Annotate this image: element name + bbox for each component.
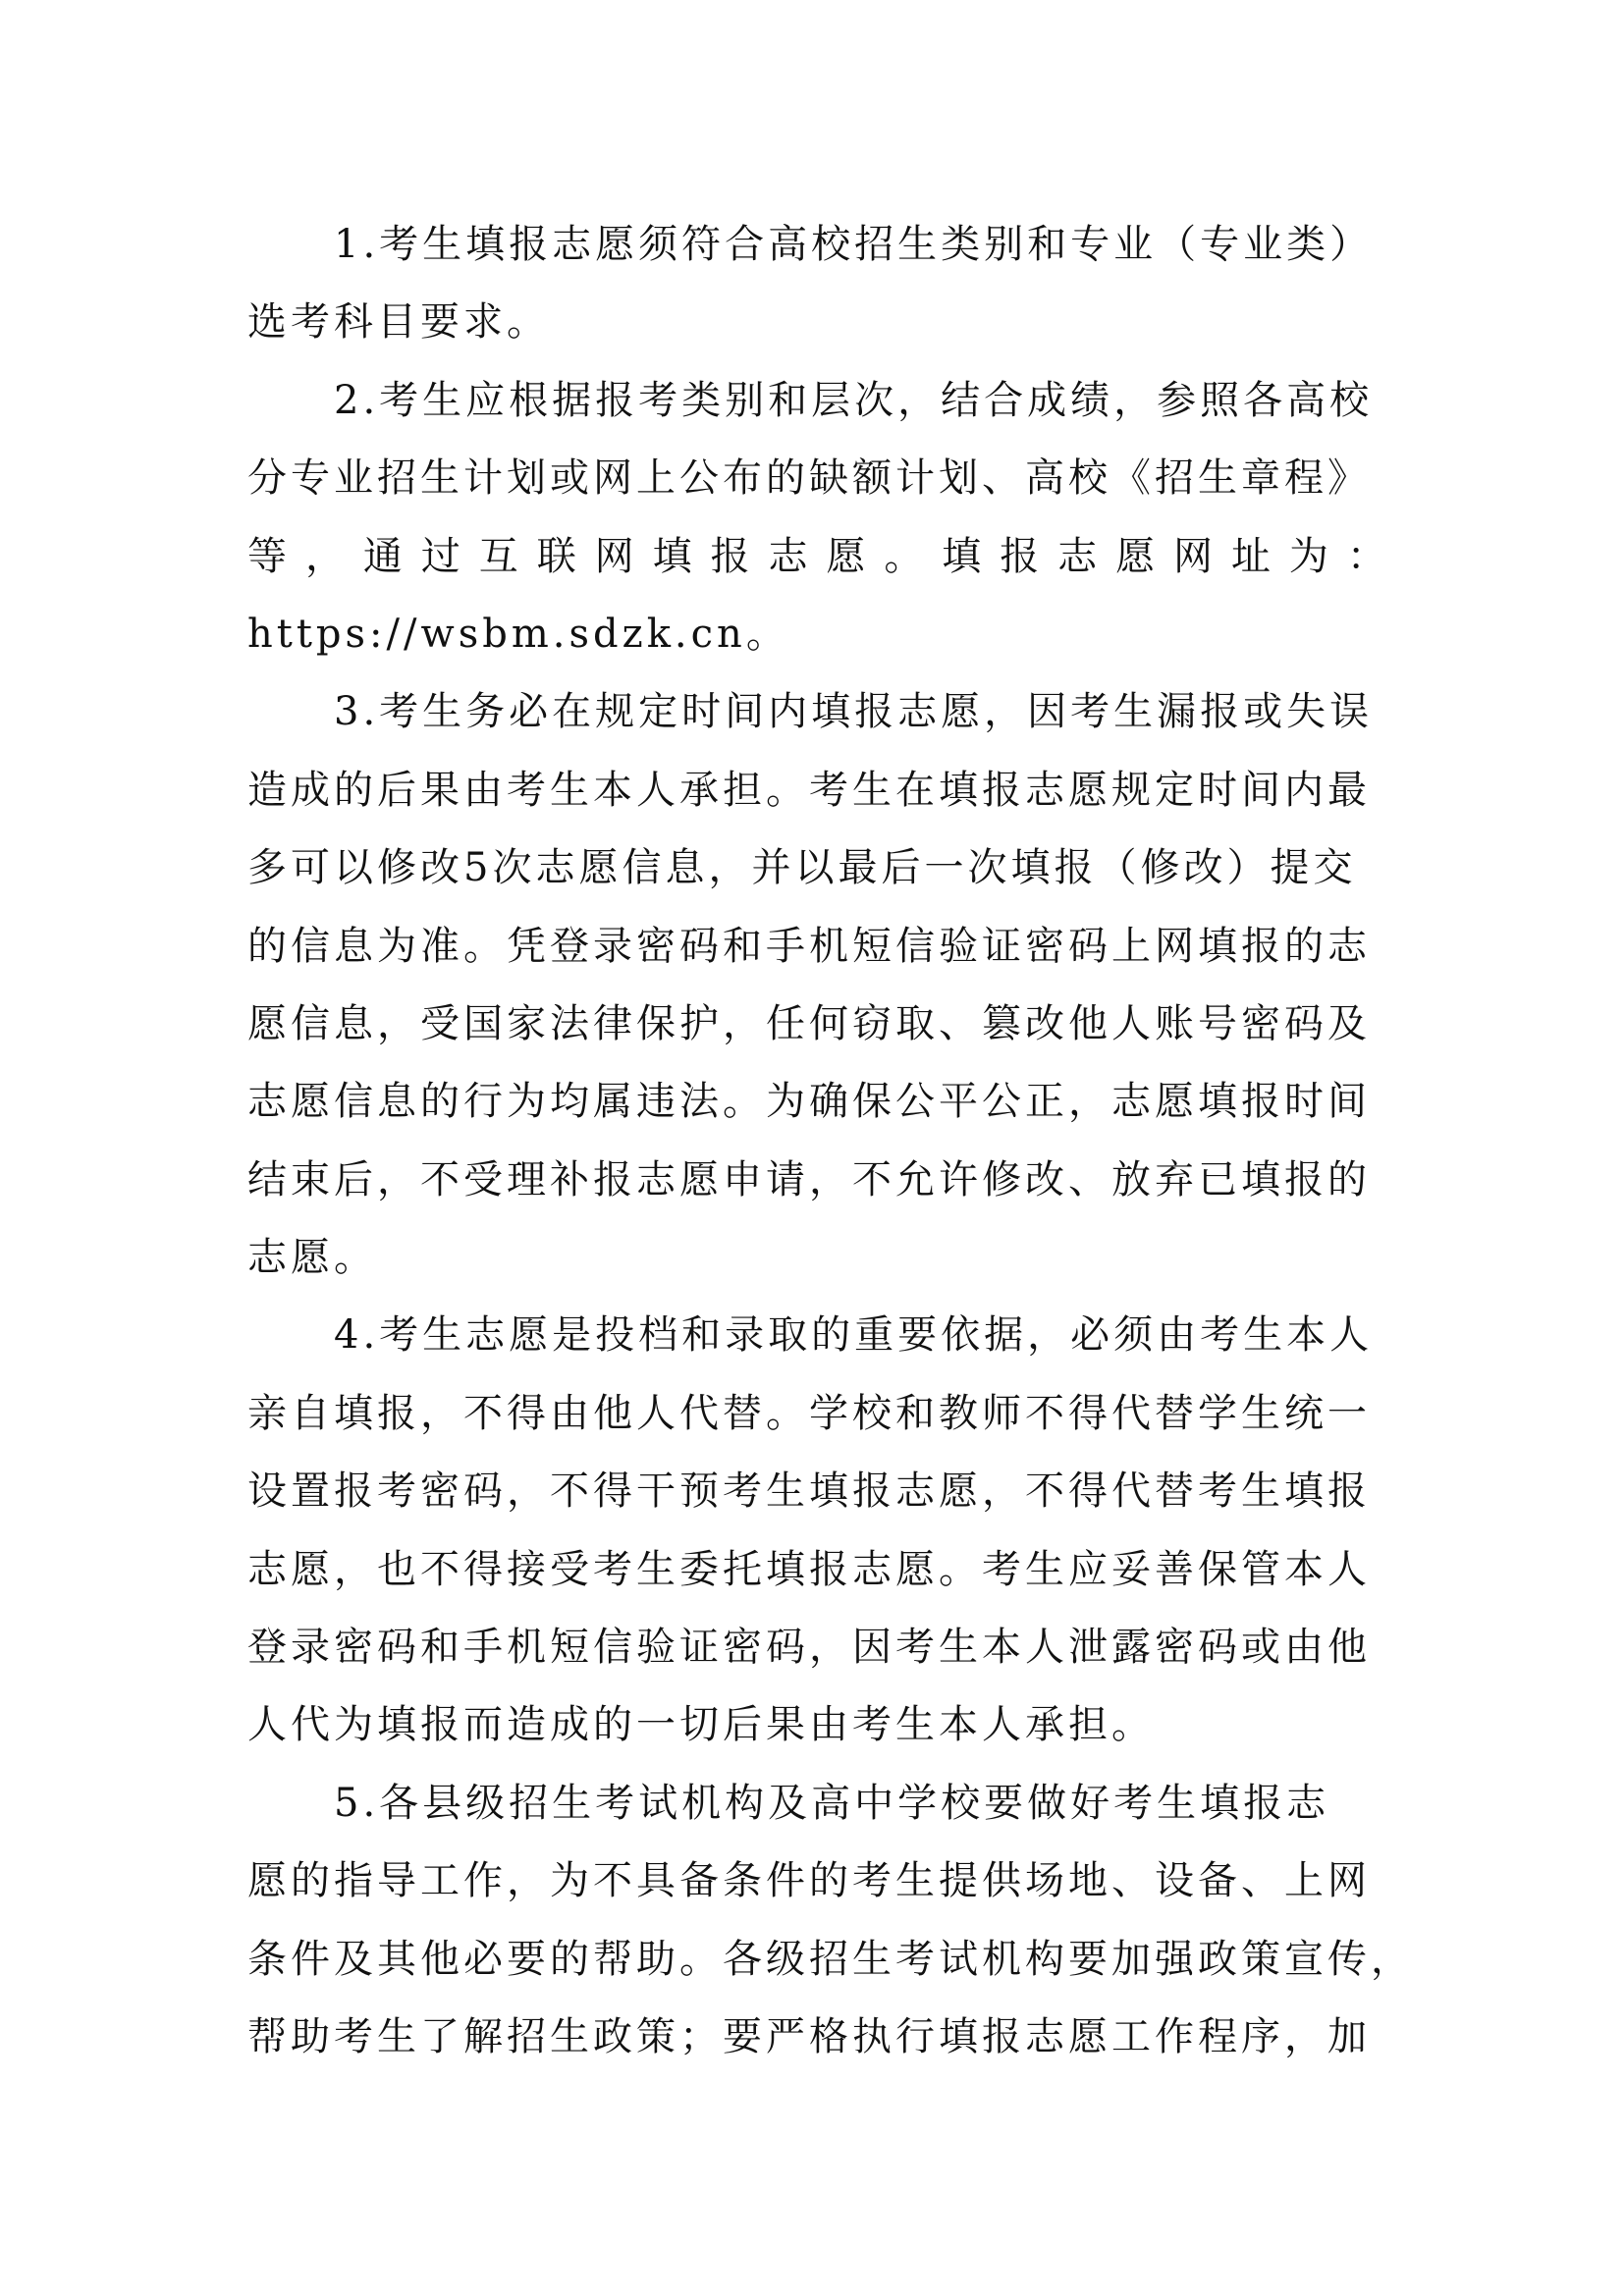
paragraph-line: 2.考生应根据报考类别和层次，结合成绩，参照各高校 [334,377,1374,423]
spread-char: 址 [1230,533,1271,579]
spread-char: 通 [362,533,403,579]
spread-char: 愿 [1115,533,1156,579]
paragraph-line: 5.各县级招生考试机构及高中学校要做好考生填报志 [334,1780,1330,1826]
spread-char: ： [1346,533,1386,579]
spread-char: 互 [478,533,518,579]
spread-char: 联 [536,533,576,579]
paragraph-line: 4.考生志愿是投档和录取的重要依据，必须由考生本人 [334,1312,1374,1359]
spread-char: ， [304,533,345,579]
spread-char: 等 [247,533,287,579]
spread-char: 报 [710,533,750,579]
spread-char: 愿 [826,533,866,579]
paragraph-line: 条件及其他必要的帮助。各级招生考试机构要加强政策宣传， [247,1936,1414,1982]
paragraph-line: 结束后，不受理补报志愿申请，不允许修改、放弃已填报的 [247,1156,1371,1202]
spread-char: 填 [652,533,692,579]
spread-char: 网 [1173,533,1213,579]
paragraph-line: 登录密码和手机短信验证密码，因考生本人泄露密码或由他 [247,1625,1371,1671]
paragraph-line: 分专业招生计划或网上公布的缺额计划、高校《招生章程》 [247,455,1371,502]
document-body [247,206,1414,2076]
paragraph-line: 1.考生填报志愿须符合高校招生类别和专业（专业类） [334,222,1374,267]
spread-char: 过 [420,533,460,579]
paragraph-line: 愿的指导工作，为不具备条件的考生提供场地、设备、上网 [247,1858,1371,1904]
paragraph-line: 志愿，也不得接受考生委托填报志愿。考生应妥善保管本人 [247,1546,1371,1592]
paragraph-line: 愿信息，受国家法律保护，任何窃取、篡改他人账号密码及 [247,1000,1371,1046]
spread-char: 网 [594,533,634,579]
url-line: https://wsbm.sdzk.cn。 [247,611,789,657]
paragraph-line: 人代为填报而造成的一切后果由考生本人承担。 [247,1702,1155,1748]
paragraph-line: 的信息为准。凭登录密码和手机短信验证密码上网填报的志 [247,923,1371,969]
spread-char: 志 [1057,533,1098,579]
spread-char: 报 [1000,533,1040,579]
paragraph-line-spread [247,518,1386,596]
paragraph-line: 造成的后果由考生本人承担。考生在填报志愿规定时间内最 [247,767,1371,813]
paragraph-line: 3.考生务必在规定时间内填报志愿，因考生漏报或失误 [334,689,1374,735]
spread-char: 为 [1288,533,1328,579]
paragraph-line: 多可以修改5次志愿信息，并以最后一次填报（修改）提交 [247,845,1357,891]
spread-char: 志 [768,533,808,579]
paragraph-line: 志愿信息的行为均属违法。为确保公平公正，志愿填报时间 [247,1079,1371,1125]
paragraph-line: 志愿。 [247,1235,377,1281]
paragraph-line: 亲自填报，不得由他人代替。学校和教师不得代替学生统一 [247,1390,1371,1436]
spread-char: 。 [884,533,924,579]
paragraph-line: 选考科目要求。 [247,299,550,346]
paragraph-line: 帮助考生了解招生政策；要严格执行填报志愿工作程序，加 [247,2013,1371,2059]
spread-char: 填 [942,533,982,579]
paragraph-line: 设置报考密码，不得干预考生填报志愿，不得代替考生填报 [247,1468,1371,1515]
